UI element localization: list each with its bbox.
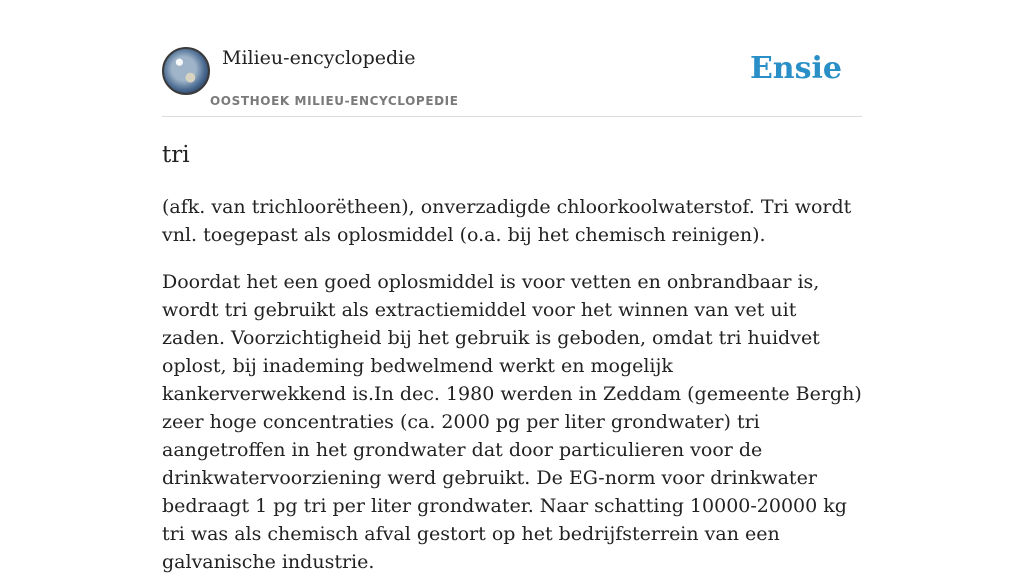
article-paragraph: Doordat het een goed oplosmiddel is voor vetten en onbrandbaar is, wordt tri gebruikt als extractiemiddel voor het winnen van vet uit zaden. Voorzichtigheid bij het gebruik is geboden, omdat tri huidvet oplost, bij inademing bedwelmend werkt en mogelijk kankerverwekkend is.In dec. 1980 werden in Zeddam (gemeente Bergh) zeer hoge concentraties (ca. 2000 pg per liter grondwater) tri aangetroffen in het grondwater dat door particulieren voor de drinkwatervoorziening werd gebruikt. De EG-norm voor drinkwater bedraagt 1 pg tri per liter grondwater. Naar schatting 10000-20000 kg tri was als chemisch afval gestort op het bedrijfsterrein van een galvanische industrie. bbox=[162, 271, 862, 573]
header bbox=[162, 0, 862, 117]
page-title: tri bbox=[162, 142, 190, 168]
globe-icon[interactable] bbox=[162, 47, 210, 95]
page bbox=[162, 0, 862, 573]
article-paragraph: (afk. van trichloorëtheen), onverzadigde chloorkoolwaterstof. Tri wordt vnl. toegepast als oplosmiddel (o.a. bij het chemisch reinigen). bbox=[162, 196, 852, 246]
site-subtitle: OOSTHOEK MILIEU-ENCYCLOPEDIE bbox=[210, 94, 459, 108]
site-name[interactable]: Milieu-encyclopedie bbox=[222, 47, 416, 69]
brand-logo[interactable]: Ensie bbox=[749, 51, 842, 86]
